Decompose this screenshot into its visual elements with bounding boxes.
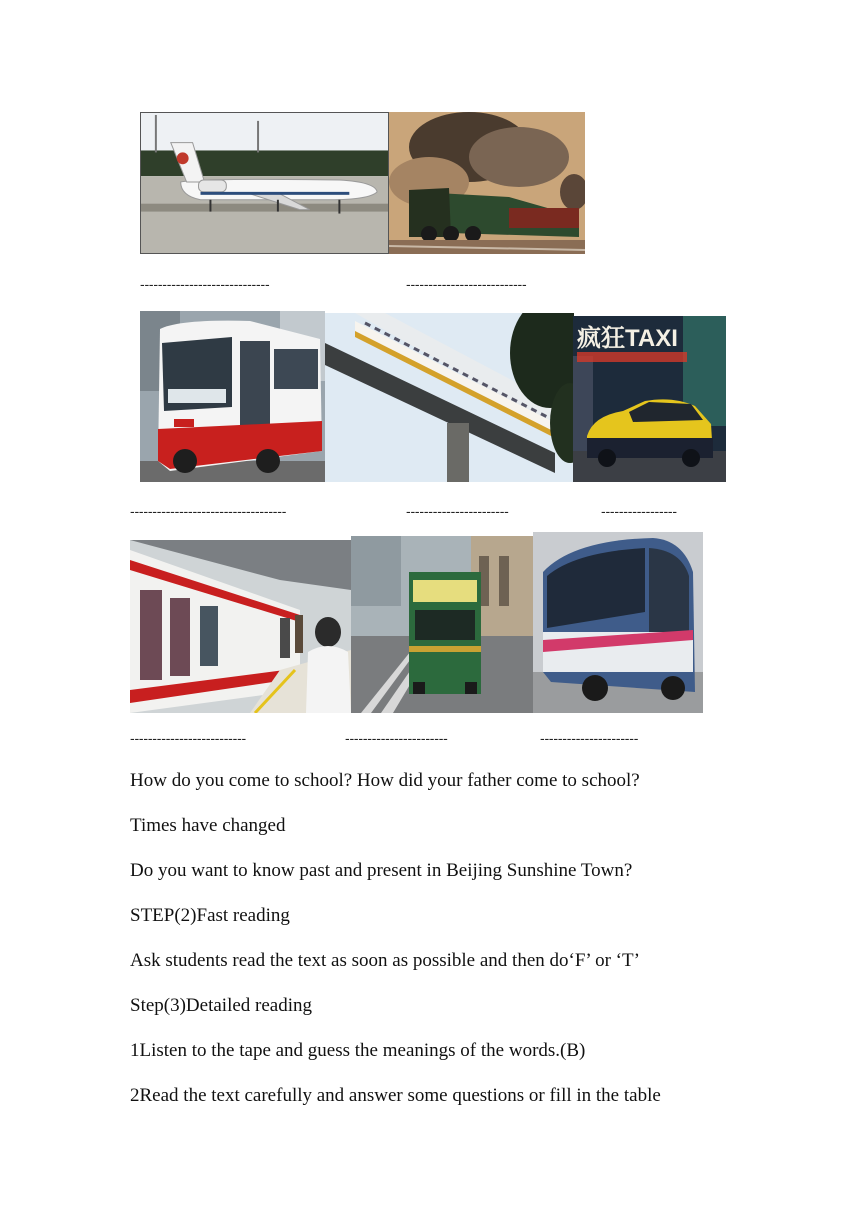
question-line: How do you come to school? How did your father come to school? [130, 770, 640, 791]
airplane-image [140, 112, 389, 254]
step-heading: Step(3)Detailed reading [130, 995, 313, 1016]
steam-train-image [389, 112, 585, 254]
instruction-line: 2Read the text carefully and answer some questions or fill in the table [130, 1085, 661, 1106]
heading-line: Times have changed [130, 815, 286, 836]
answer-blank: ---------------------- [540, 730, 639, 746]
taxi-image [573, 316, 726, 482]
instruction-line: Ask students read the text as soon as possible and then do‘F’ or ‘T’ [130, 950, 640, 971]
light-rail-image [325, 313, 574, 482]
answer-blank: -------------------------- [130, 730, 247, 746]
step-heading: STEP(2)Fast reading [130, 905, 290, 926]
answer-blank: ----------------------------------- [130, 503, 287, 519]
question-line: Do you want to know past and present in Beijing Sunshine Town? [130, 860, 633, 881]
answer-blank: ----------------------------- [140, 276, 270, 292]
answer-blank: ----------------------- [406, 503, 509, 519]
city-bus-image [140, 311, 325, 482]
subway-train-image [130, 540, 351, 713]
answer-blank: --------------------------- [406, 276, 527, 292]
tram-image [351, 536, 533, 713]
answer-blank: ----------------------- [345, 730, 448, 746]
taxi-sign-text: 疯狂TAXI [577, 325, 678, 352]
instruction-line: 1Listen to the tape and guess the meanings of the words.(B) [130, 1040, 586, 1061]
coach-bus-image [533, 532, 703, 713]
answer-blank: ----------------- [601, 503, 677, 519]
